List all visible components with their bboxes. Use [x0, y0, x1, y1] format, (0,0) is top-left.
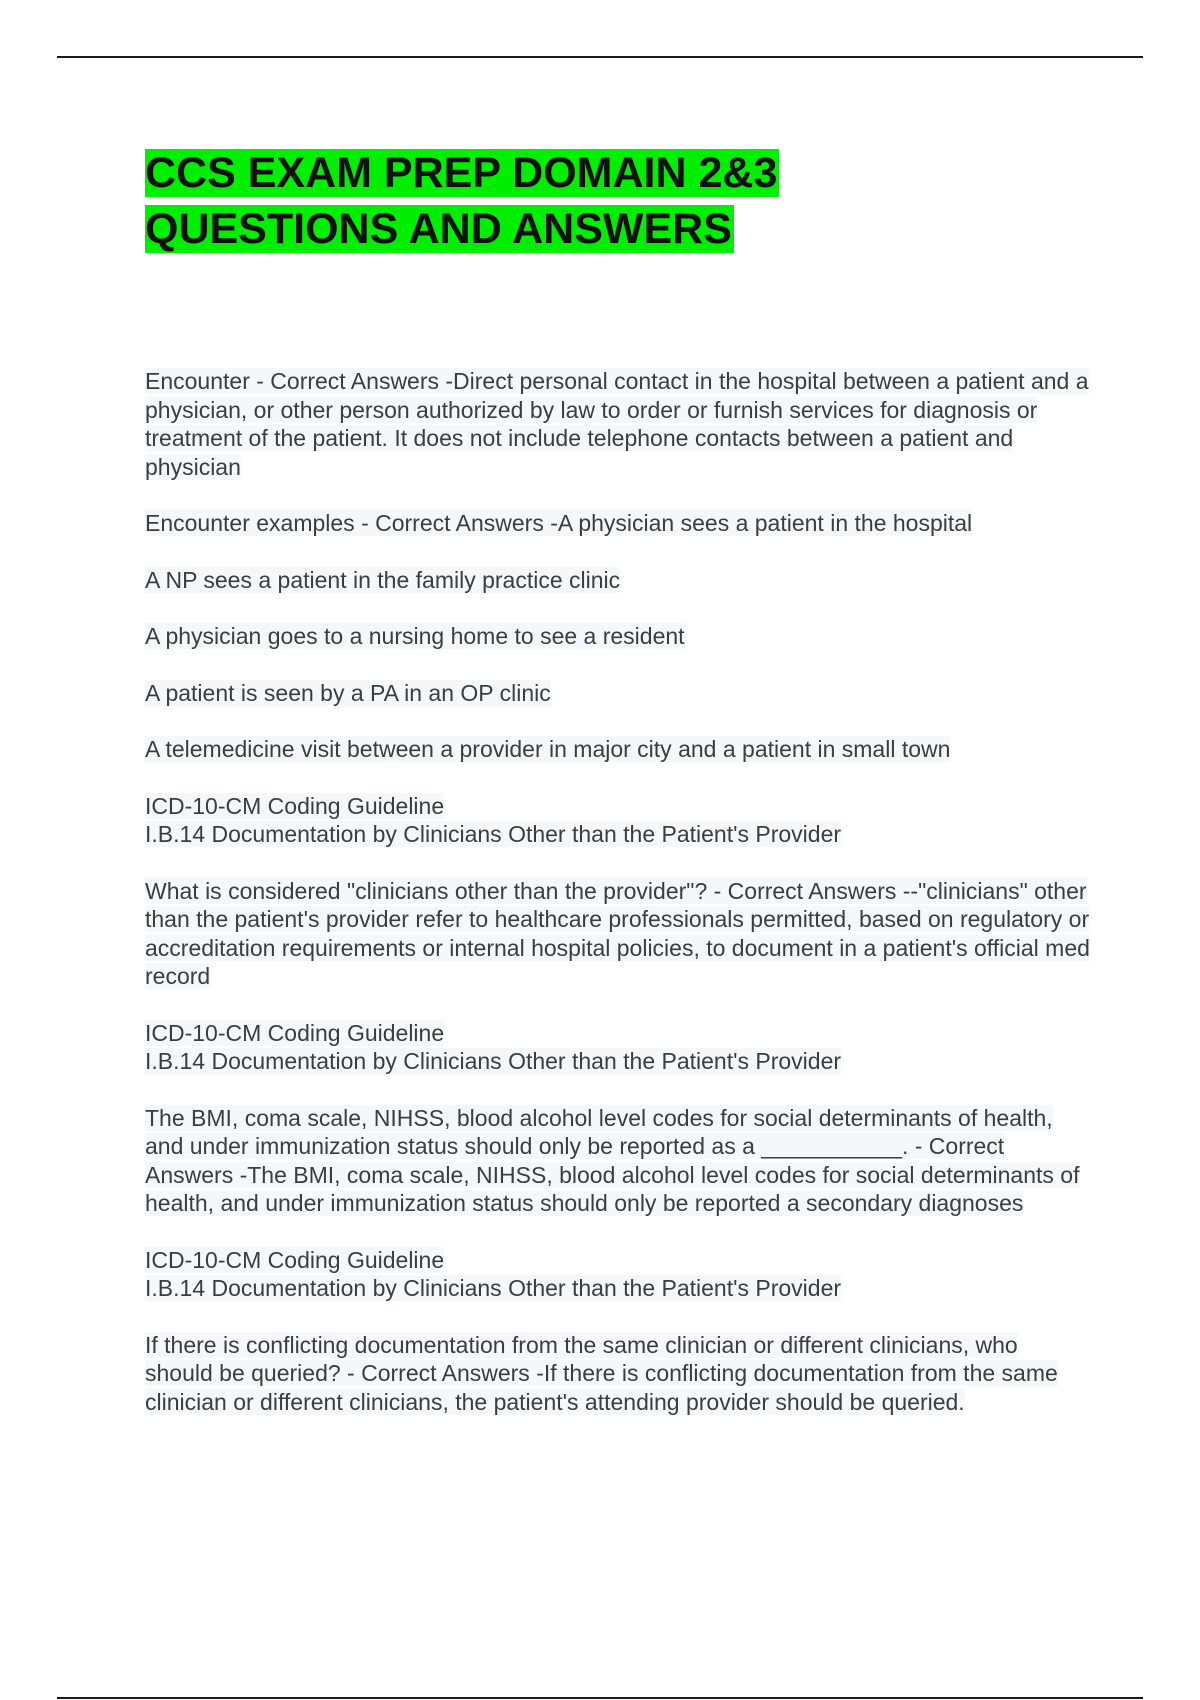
guideline-reference: [145, 1019, 1090, 1076]
qa-text: The BMI, coma scale, NIHSS, blood alcohol level codes for social determinants of health, and under immunization status should only be reported as a ___________. - Correct Answers -The BMI, coma scale, NIHSS, blood alcohol level codes for social determinants of health, and under immunization status should only be reported a secondary diagnoses: [145, 1104, 1080, 1216]
guideline-reference: [145, 1246, 1090, 1303]
guideline-section: I.B.14 Documentation by Clinicians Other than the Patient's Provider: [145, 1275, 842, 1301]
document-body: [145, 367, 1090, 1444]
qa-encounter-definition: [145, 367, 1090, 481]
qa-text: What is considered "clinicians other than the provider"? - Correct Answers --"clinicians" other than the patient's provider refer to healthcare professionals permitted, based on regulatory or accreditation requirements or internal hospital policies, to document in a patient's official med record: [145, 877, 1090, 989]
guideline-title: ICD-10-CM Coding Guideline: [145, 1246, 445, 1273]
qa-encounter-examples: [145, 509, 1090, 538]
example-item: [145, 566, 1090, 595]
guideline-title: ICD-10-CM Coding Guideline: [145, 1019, 445, 1046]
guideline-section: I.B.14 Documentation by Clinicians Other than the Patient's Provider: [145, 1048, 842, 1074]
example-item: [145, 679, 1090, 708]
document-title: [145, 145, 779, 257]
qa-text: If there is conflicting documentation from the same clinician or different clinicians, who should be queried? - Correct Answers -If there is conflicting documentation from the same clinician or different clinicians, the patient's attending provider should be queried.: [145, 1331, 1058, 1415]
qa-secondary-diagnoses: [145, 1104, 1090, 1218]
guideline-section: I.B.14 Documentation by Clinicians Other than the Patient's Provider: [145, 821, 842, 847]
example-text: A telemedicine visit between a provider in major city and a patient in small town: [145, 736, 951, 762]
top-rule: [57, 56, 1143, 58]
example-item: [145, 735, 1090, 764]
qa-text: Encounter examples - Correct Answers -A physician sees a patient in the hospital: [145, 510, 973, 536]
document-title-line-1: CCS EXAM PREP DOMAIN 2&3: [145, 149, 778, 197]
guideline-reference: [145, 792, 1090, 849]
document-title-line-2: QUESTIONS AND ANSWERS: [145, 205, 732, 253]
qa-text: Encounter - Correct Answers -Direct personal contact in the hospital between a patient and a physician, or other person authorized by law to order or furnish services for diagnosis or treatment of the patient. It does not include telephone contacts between a patient and physician: [145, 368, 1089, 480]
example-item: [145, 622, 1090, 651]
example-text: A NP sees a patient in the family practice clinic: [145, 566, 621, 593]
example-text: A patient is seen by a PA in an OP clinic: [145, 679, 551, 706]
guideline-title: ICD-10-CM Coding Guideline: [145, 792, 445, 819]
qa-clinicians-definition: [145, 877, 1090, 991]
qa-conflicting-documentation: [145, 1331, 1090, 1417]
example-text: A physician goes to a nursing home to see a resident: [145, 623, 685, 649]
bottom-rule: [57, 1697, 1143, 1699]
